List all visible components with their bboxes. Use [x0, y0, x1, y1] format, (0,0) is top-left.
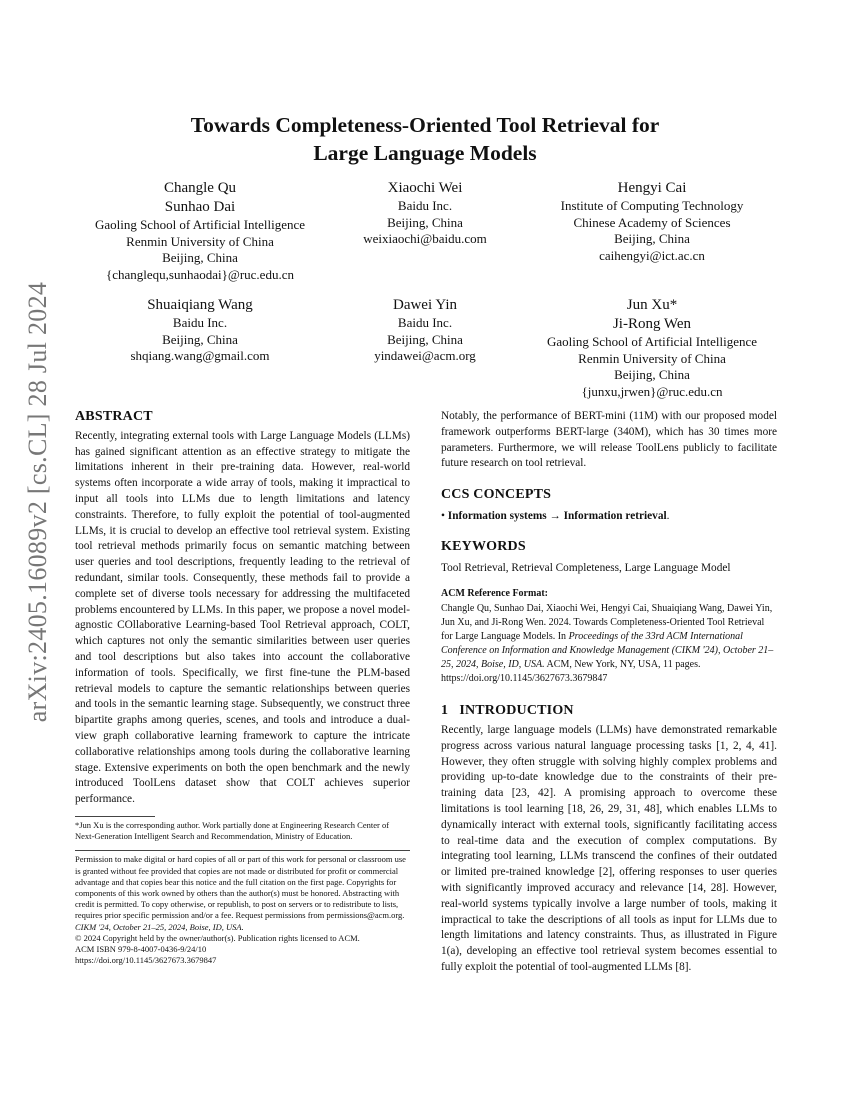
acm-reference-authors: Changle Qu, Sunhao Dai, Xiaochi Wei, Hengyi Cai, Shuaiqiang Wang, Dawei Yin, Jun Xu, and Ji-Rong Wen. 2024. Towards Completeness-Oriented Tool Retrieval for Large Language Models. In [441, 603, 773, 643]
author-affiliation: Chinese Academy of Sciences [573, 214, 731, 230]
author-affiliation: Gaoling School of Artificial Intelligence [94, 217, 306, 232]
abstract-text: Recently, integrating external tools with Large Language Models (LLMs) has gained significant attention as an effective strategy to mitigate the limitations inherent in their pre-training data. However, real-world systems often incorporate a wide array of tools, making it impractical to input all tools into LLMs due to length limitations and latency constraints. Therefore, to fully exploit the potential of tool-augmented LLMs, it is crucial to develop an effective tool retrieval system. Existing tool retrieval methods primarily focus on semantic matching between user queries and tool descriptions, frequently leading to the retrieval of redundant, similar tools. Consequently, these methods fail to provide a complete set of diverse tools necessary for addressing the multifaceted problems encountered by LLMs. In this paper, we propose a novel model-agnostic COllaborative Learning-based Tool Retrieval approach, COLT, which captures not only the semantic similarities between user queries and tool descriptions but also takes into account the collaborative information of tools. Specifically, we first fine-tune the PLM-based retrieval models to capture the semantic relationships between queries and tools in the semantic learning stage. Subsequently, we construct three bipartite graphs among queries, scenes, and tools and introduce a dual-view graph collaborative learning framework to capture the intricate collaborative relationships among tools during the collaborative learning stage. Extensive experiments on both the open benchmark and the newly introduced ToolLens dataset show that COLT achieves superior performance. [75, 429, 410, 806]
title-line-2: Large Language Models [313, 141, 537, 165]
author-block-3 [527, 179, 777, 264]
author-email: weixiaochi@baidu.com [363, 231, 487, 246]
section-number: 1 [441, 703, 449, 719]
author-affiliation: Baidu Inc. [397, 198, 453, 213]
author-name: Jun Xu* [626, 297, 678, 313]
author-location: Beijing, China [387, 331, 463, 347]
author-name: Ji-Rong Wen [612, 316, 692, 332]
author-email: {junxu,jrwen}@ruc.edu.cn [581, 383, 723, 399]
author-affiliation: Institute of Computing Technology [560, 198, 744, 213]
author-location: Beijing, China [614, 367, 690, 382]
author-name: Shuaiqiang Wang [147, 297, 253, 313]
arxiv-identifier: arXiv:2405.16089v2 [cs.CL] 28 Jul 2024 [23, 281, 52, 723]
acm-reference-venue: Proceedings of the 33rd ACM International Conference on Information and Knowledge Management (CIKM '24), October 21–25, 2024, Boise, ID, USA. [441, 631, 774, 671]
author-name: Dawei Yin [392, 297, 457, 313]
author-location: Beijing, China [614, 231, 690, 246]
section-title: INTRODUCTION [459, 703, 574, 719]
author-affiliation: Baidu Inc. [172, 315, 228, 330]
author-name: Xiaochi Wei [387, 180, 463, 196]
author-email: yindawei@acm.org [374, 348, 476, 363]
author-email: {changlequ,sunhaodai}@ruc.edu.cn [106, 266, 294, 282]
keywords-heading: KEYWORDS [441, 538, 526, 554]
author-block-2 [325, 179, 525, 248]
conference-info: CIKM '24, October 21–25, 2024, Boise, ID, USA. [75, 921, 244, 932]
author-block-4 [75, 296, 325, 365]
author-name: Changle Qu [163, 180, 237, 196]
ccs-arrow: → [549, 509, 561, 522]
isbn: ACM ISBN 979-8-4007-0436-9/24/10 [75, 943, 207, 954]
corresponding-author-footnote: *Jun Xu is the corresponding author. Work partially done at Engineering Research Center of Next-Generation Intelligent Search and Recommendation, Ministry of Education. [75, 819, 390, 842]
arxiv-sidebar [18, 281, 58, 723]
author-block-6 [527, 296, 777, 400]
paper-title [100, 111, 750, 167]
ccs-bullet: • [441, 509, 445, 522]
author-name: Hengyi Cai [617, 180, 687, 196]
doi-link[interactable]: https://doi.org/10.1145/3627673.3679847 [75, 955, 217, 966]
ccs-concepts [441, 509, 777, 525]
permission-divider [75, 850, 410, 851]
ccs-concept-2: Information retrieval [563, 509, 667, 522]
author-affiliation: Renmin University of China [578, 350, 726, 366]
author-block-5 [325, 296, 525, 365]
author-affiliation: Gaoling School of Artificial Intelligence [546, 334, 758, 349]
author-affiliation: Baidu Inc. [397, 315, 453, 330]
acm-reference-tail: ACM, New York, NY, USA, 11 pages. https://doi.org/10.1145/3627673.3679847 [441, 659, 701, 685]
keywords-text: Tool Retrieval, Retrieval Completeness, Large Language Model [441, 561, 731, 574]
author-location: Beijing, China [162, 250, 238, 265]
ccs-period: . [666, 509, 670, 522]
introduction-heading [441, 703, 777, 719]
left-column [75, 409, 410, 966]
author-block-1 [75, 179, 325, 283]
permission-notice: Permission to make digital or hard copies of all or part of this work for personal or classroom use is granted without fee provided that copies are not made or distributed for profit or commercial advantage and that copies bear this notice and the full citation on the first page. Copyrights for components of this work owned by others than the author(s) must be honored. Abstracting with credit is permitted. To copy otherwise, or republish, to post on servers or to redistribute to lists, requires prior specific permission and/or a fee. Request permissions from permissions@acm.org. [75, 854, 406, 921]
abstract-heading: ABSTRACT [75, 409, 153, 424]
author-name: Sunhao Dai [164, 199, 236, 215]
ccs-heading: CCS CONCEPTS [441, 487, 552, 503]
introduction-text: Recently, large language models (LLMs) have demonstrated remarkable progress across various natural language processing tasks [1, 2, 4, 41]. However, they often struggle with solving highly complex problems and providing up-to-date knowledge due to the constraints of their pre-training data [23, 42]. A promising approach to overcome these limitations is tool learning [18, 26, 29, 31, 48], which enables LLMs to dynamically interact with external tools, significantly facilitating access to real-time data and the execution of complex computations. By integrating tool learning, LLMs transcend the confines of their outdated or limited pre-trained knowledge [2], offering responses to user queries with significantly improved accuracy and relevance [14, 28]. However, real-world systems typically involve a large number of tools, making it impractical to take the descriptions of all tools as input for LLMs due to length limitations and latency constraints. Thus, as illustrated in Figure 1(a), developing an effective tool retrieval system becomes essential to fully exploit the potential of tool-augmented LLMs [8]. [441, 723, 777, 973]
acm-reference-heading: ACM Reference Format: [441, 588, 548, 600]
abstract-continued: Notably, the performance of BERT-mini (11M) with our proposed model framework outperforms BERT-large (340M), which has 30 times more parameters. Furthermore, we will release ToolLens publicly to facilitate future research on tool retrieval. [441, 410, 777, 470]
right-column [441, 409, 777, 976]
copyright-notice: © 2024 Copyright held by the owner/author(s). Publication rights licensed to ACM. [75, 932, 360, 943]
ccs-concept-1: Information systems [447, 509, 547, 522]
author-email: caihengyi@ict.ac.cn [599, 247, 705, 263]
footnote-divider [75, 816, 155, 817]
title-line-1: Towards Completeness-Oriented Tool Retrieval for [190, 113, 660, 137]
acm-reference-text [441, 602, 777, 686]
author-location: Beijing, China [162, 331, 238, 347]
author-affiliation: Renmin University of China [126, 233, 274, 249]
author-email: shqiang.wang@gmail.com [130, 348, 270, 363]
author-location: Beijing, China [387, 214, 463, 230]
